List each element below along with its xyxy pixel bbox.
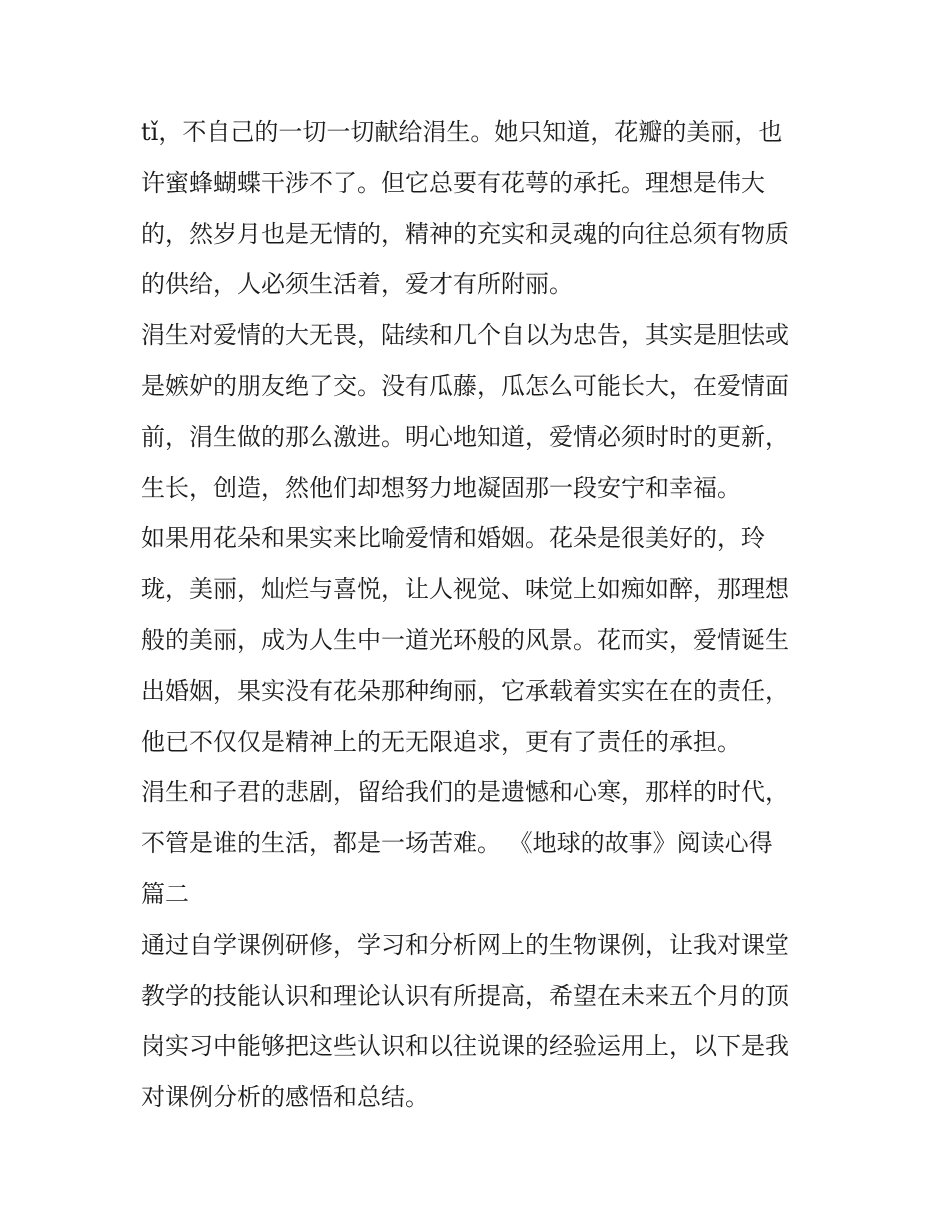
text-line: 篇二 [141,879,189,908]
text-line: 出婚姻，果实没有花朵那种绚丽，它承载着实实在在的责任， [141,676,789,705]
text-line: 的，然岁月也是无情的，精神的充实和灵魂的向往总须有物质 [141,219,789,248]
text-line: 通过自学课例研修，学习和分析网上的生物课例，让我对课堂 [141,930,789,959]
text-line: 涓生对爱情的大无畏，陆续和几个自以为忠告，其实是胆怯或 [141,321,789,350]
text-line: 对课例分析的感悟和总结。 [141,1083,429,1112]
text-line: 涓生和子君的悲剧，留给我们的是遗憾和心寒，那样的时代， [141,778,789,807]
text-line: 不管是谁的生活，都是一场苦难。 《地球的故事》阅读心得 [141,829,773,858]
text-line: 般的美丽，成为人生中一道光环般的风景。花而实，爱情诞生 [141,625,789,654]
text-line: 的供给，人必须生活着，爱才有所附丽。 [141,270,573,299]
text-line: tǐ，不自己的一切一切献给涓生。她只知道，花瓣的美丽，也 [141,118,783,146]
text-line: 生长，创造，然他们却想努力地凝固那一段安宁和幸福。 [141,473,741,502]
text-line: 教学的技能认识和理论认识有所提高，希望在未来五个月的顶 [141,981,789,1010]
text-line: 他已不仅仅是精神上的无无限追求，更有了责任的承担。 [141,727,741,756]
text-line: 如果用花朵和果实来比喻爱情和婚姻。花朵是很美好的，玲 [141,524,765,553]
text-line: 许蜜蜂蝴蝶干涉不了。但它总要有花萼的承托。理想是伟大 [141,168,765,197]
text-line: 珑，美丽，灿烂与喜悦，让人视觉、味觉上如痴如醉，那理想 [141,575,789,604]
text-line: 是嫉妒的朋友绝了交。没有瓜藤，瓜怎么可能长大，在爱情面 [141,371,789,400]
text-line: 前，涓生做的那么激进。明心地知道，爱情必须时时的更新， [141,422,789,451]
document-body [141,107,831,1123]
text-line: 岗实习中能够把这些认识和以往说课的经验运用上，以下是我 [141,1032,789,1061]
